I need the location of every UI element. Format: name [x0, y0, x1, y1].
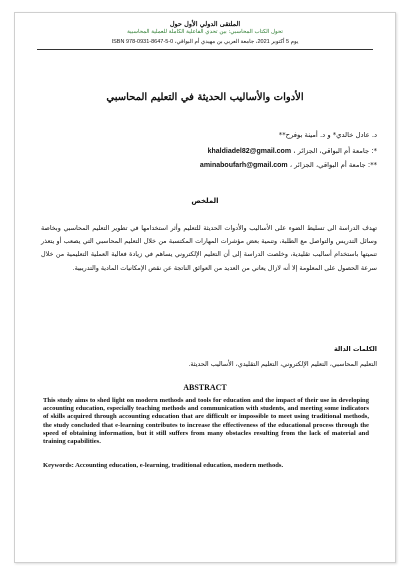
- affiliation-1-email[interactable]: khaldiadel82@gmail.com: [207, 148, 292, 155]
- affiliation-1-label: *: جامعة أم البواقي، الجزائر ،: [293, 147, 377, 155]
- arabic-keywords: التعليم المحاسبي، التعليم الإلكتروني، التعليم التقليدي، الأساليب الحديثة.: [188, 360, 377, 368]
- conference-header-subtitle: تحول الكتاب المحاسبي: بين تحدي الفاعلية الكاملة للعملية المحاسبية: [127, 29, 283, 35]
- affiliation-1: [208, 147, 377, 155]
- affiliation-2-email[interactable]: aminaboufarh@gmail.com: [199, 162, 288, 169]
- affiliation-2-label: **: جامعة أم البواقي، الجزائر ،: [289, 161, 377, 169]
- arabic-abstract-text: تهدف الدراسة الى تسليط الضوء على الأساليب والأدوات الحديثة للتعليم وأثر استخدامها في تطوير التعليم المحاسبي وبخاصة وسائل التدريس والتواصل مع الطلبة، وتنمية بعض مؤشرات المهارات المكتسبة من خلال التعليم المحاسبي التي يصعب أو يتعذر تنميتها باستخدام أساليب تقليدية، وخلصت الدراسة إلى أن التعليم الإلكتروني يساهم في زيادة فعالية العملية التعليمية من خلال سرعة الحصول على المعلومة إلا أنه لازال يعاني من العديد من العوائق الناتجة عن نقص الإمكانيات المادية والتدريبية.: [41, 224, 377, 272]
- conference-header-title: الملتقى الدولي الأول حول: [169, 20, 241, 28]
- authors: د. عادل خالدي* و د. أمينة بوفرح**: [278, 131, 377, 139]
- document-page: [14, 12, 396, 563]
- arabic-abstract-heading: الملخص: [191, 197, 219, 205]
- english-keywords-list: Accounting education, e-learning, traditional education, modern methods.: [75, 462, 284, 469]
- english-abstract-heading: ABSTRACT: [183, 383, 227, 392]
- header-divider: [37, 49, 373, 50]
- affiliation-2: [200, 161, 377, 169]
- paper-title: الأدوات والأساليب الحديثة في التعليم المحاسبي: [106, 92, 304, 103]
- english-keywords: [43, 462, 369, 470]
- english-keywords-label: Keywords:: [43, 462, 74, 469]
- conference-header-details: يوم 5 أكتوبر 2021، جامعة العربي بن مهيدي أم البواقي، 0-5-8647-0931-978 ISBN: [111, 39, 299, 45]
- arabic-keywords-heading: الكلمات الدالة: [334, 345, 377, 353]
- english-abstract-text: This study aims to shed light on modern methods and tools for education and the impact of their use in developing accounting education, especially teaching methods and communication with students, and meeting some indicators of skills acquired through accounting education that are difficult or impossible to meet using traditional methods, the study concluded that e-learning contributes to increase the effectiveness of the educational process through the speed of obtaining information, but it still suffers from many obstacles resulting from the lack of material and training capabilities.: [43, 397, 369, 446]
